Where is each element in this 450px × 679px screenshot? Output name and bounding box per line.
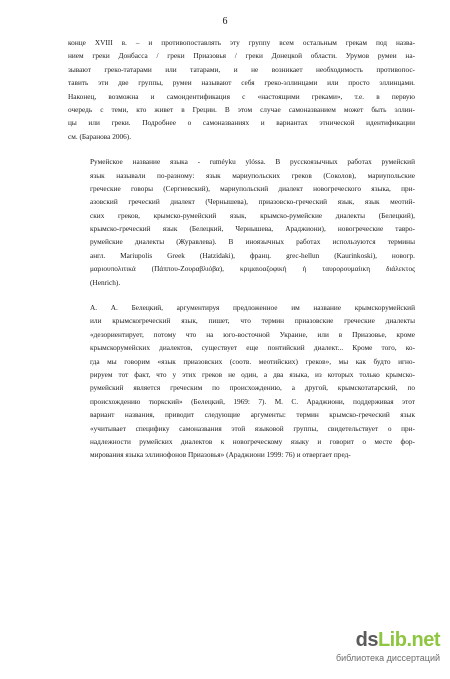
watermark-logo xyxy=(356,629,440,652)
text-line: греческие говоры (Сергиевский), мариупольский диалект новогреческого языка, при- xyxy=(90,183,415,193)
paragraph-2 xyxy=(68,155,415,289)
text-line: крымскорумейских диалектов, существует еще понтийский диалект... Кроме того, ко- xyxy=(90,343,415,353)
paragraph-3 xyxy=(68,301,415,462)
text-line: рируем тот факт, что у этих греков не один, а два языка, из которых только крымско- xyxy=(90,370,415,380)
text-line: азовский греческий диалект (Чернышева), приазовско-греческий язык, язык меотий- xyxy=(90,197,415,207)
text-line: нием греки Донбасса / греки Приазовья / греки Донецкой области. Урумов румеи на- xyxy=(68,51,415,61)
text-line: ских греков, крымско-румейский язык, крымско-румейские диалекты (Белецкий), xyxy=(90,210,415,220)
paragraph-1 xyxy=(68,36,415,143)
text-line: конце XVIII в. – и противопоставлять эту группу всем остальным грекам под назва- xyxy=(68,38,415,47)
page-number: 6 xyxy=(222,16,228,27)
text-line: «учитывает специфику самоназвания этой языковой группы, свидетельствует о при- xyxy=(90,423,415,433)
text-line: румейские диалекты (Журавлева). В иноязычных работах используются термины xyxy=(90,237,415,247)
text-line: Наконец, возможна и самоидентификация с «настоящими греками», т.е. в первую xyxy=(68,91,415,101)
text-line: тавить эти две группы, румеи называют себя греко-эллинцами или просто эллинцами. xyxy=(68,78,415,88)
text-line: происхождению тюркский» (Белецкий, 1969: 7). М. С. Араджиони, поддерживая этот xyxy=(90,396,415,406)
text-line: англ. Mariupolis Greek (Hatzidaki), франц. grec-hellun (Kaurinkoski), новогр. xyxy=(90,250,415,260)
text-line: крымско-греческий язык (Белецкий, Чернышева, Араджиони), новогреческие тавро- xyxy=(90,224,415,234)
text-line: зывают греко-татарами или татарами, и не возникает необходимость противопос- xyxy=(68,64,415,74)
text-line: «дезориентирует, потому что на юго-восточной Украине, или в Приазовье, кроме xyxy=(90,329,415,339)
body-text xyxy=(68,36,415,462)
text-line: А. А. Белецкий, аргументируя предложенное им название крымскорумейский xyxy=(90,303,415,313)
text-line: язык называли по-разному: язык мариупольских греков (Соколов), мариупольские xyxy=(90,170,415,180)
text-line: (Henrich). xyxy=(90,277,121,287)
watermark-logo-rest: Lib.net xyxy=(377,629,440,651)
text-line: Румейское название языка - ruméyku ylóssa. В русскоязычных работах румейский xyxy=(90,157,415,167)
text-line: очередь с теми, кто живет в Греции. В этом случае самоназванием может быть эллин- xyxy=(68,104,415,114)
text-line: вариант названия, приводит следующие аргументы: термин крымско-греческий язык xyxy=(90,410,415,420)
watermark xyxy=(320,629,440,669)
text-line: μαριουπολιτικά (Πάππου-Ζουραβλιόβα), κριμαιοαζοφική ή ταυρορουμαίικη διάλεκτος xyxy=(90,264,415,274)
text-line: или крымскогреческий язык, пишет, что термин приазовские греческие диалекты xyxy=(90,316,415,326)
text-line: гда мы говорим «язык приазовских (соотв. меотийских) греков», мы как будто игно- xyxy=(90,356,415,366)
watermark-subtitle: библиотека диссертаций xyxy=(335,653,440,663)
watermark-logo-prefix: ds xyxy=(355,629,378,651)
text-line: румейский является греческим по происхождению, а другой, крымскотатарский, по xyxy=(90,383,415,393)
text-line: см. (Баранова 2006). xyxy=(68,131,132,141)
text-line: надлежности румейских диалектов к новогреческому языку и говорит о месте фор- xyxy=(90,436,415,446)
text-line: мирования языка эллинофонов Приазовья» (Араджиони 1999: 76) и отвергает пред- xyxy=(90,450,351,460)
text-line: цы или греки. Подробнее о самоназваниях и вариантах этнической идентификации xyxy=(68,118,415,128)
